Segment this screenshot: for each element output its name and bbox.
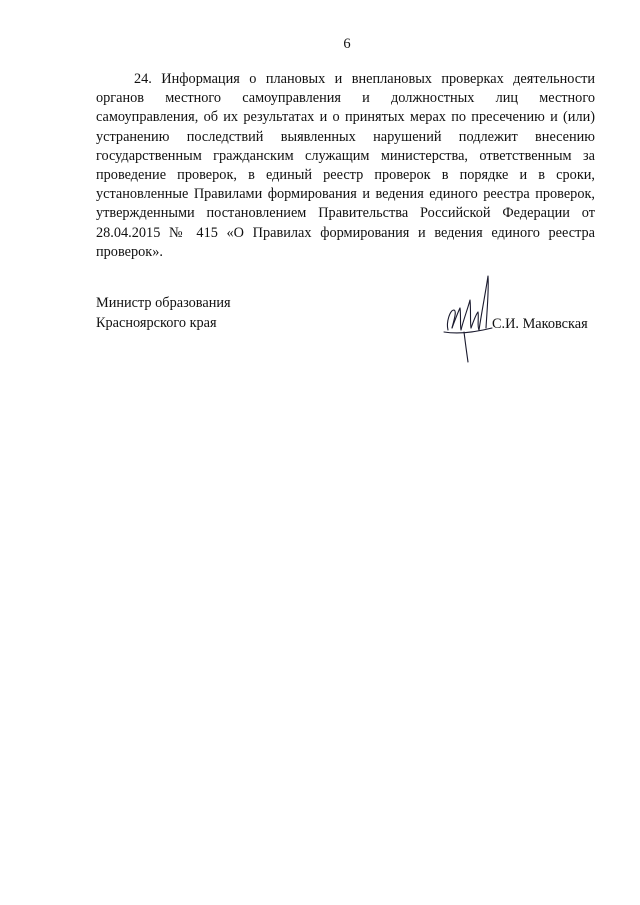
handwritten-signature-icon — [442, 270, 494, 370]
signer-name: С.И. Маковская — [492, 316, 588, 332]
signatory-position — [96, 293, 231, 333]
position-line-2: Красноярского края — [96, 315, 217, 331]
item-24-paragraph: 24. Информация о плановых и внеплановых проверках деятельности органов местного самоуправления и должностных лиц местного самоуправления, об их результатах и о принятых мерах по пресечению и (или) устранению последствий выявленных нарушений подлежит внесению государственным гражданским служащим министерства, ответственным за проведение проверок, в единый реестр проверок в порядке и в сроки, установленные Правилами формирования и ведения единого реестра проверок, утвержденными постановлением Правительства Российской Федерации от 28.04.2015 № 415 «О Правилах формирования и ведения единого реестра проверок». — [96, 71, 595, 260]
page-number: 6 — [343, 36, 351, 52]
position-line-1: Министр образования — [96, 295, 231, 311]
